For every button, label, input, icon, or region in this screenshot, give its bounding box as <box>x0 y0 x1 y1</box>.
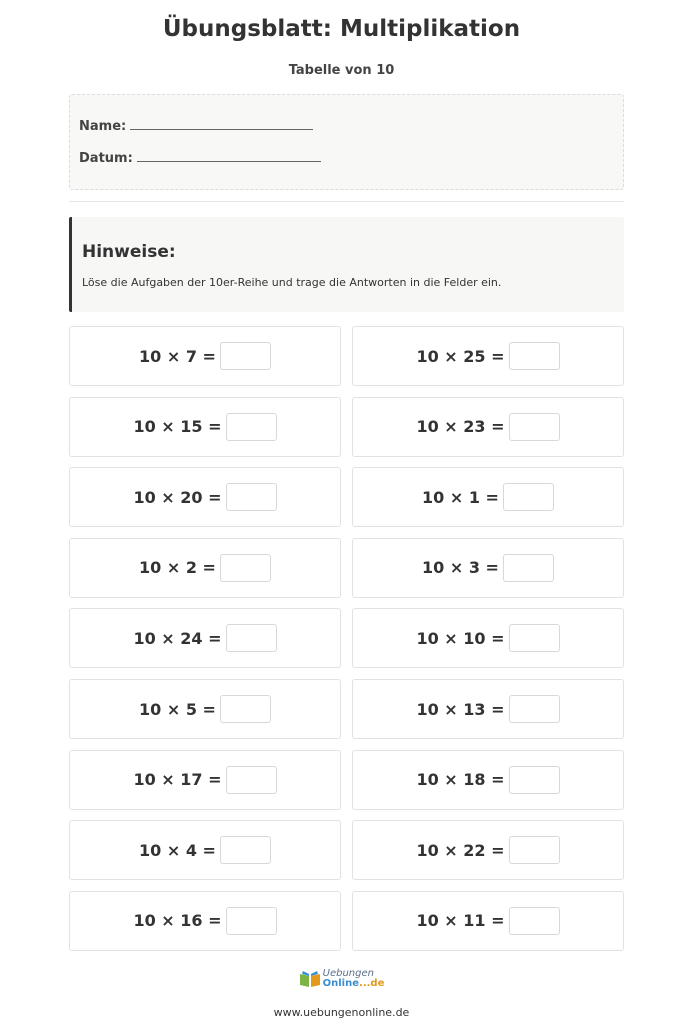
exercise-equation: 10 × 15 = <box>133 417 222 437</box>
exercise-card <box>69 679 341 739</box>
exercise-card <box>352 397 624 457</box>
logo <box>0 969 683 989</box>
answer-input[interactable] <box>226 483 277 511</box>
answer-input[interactable] <box>509 624 560 652</box>
footer-url[interactable]: www.uebungenonline.de <box>273 1006 410 1019</box>
answer-input[interactable] <box>220 342 271 370</box>
exercise-equation: 10 × 17 = <box>133 770 222 790</box>
hint-title: Hinweise: <box>82 242 176 262</box>
answer-input[interactable] <box>226 907 277 935</box>
exercise-card <box>69 750 341 810</box>
exercise-equation: 10 × 18 = <box>416 770 505 790</box>
exercise-equation: 10 × 25 = <box>416 346 505 366</box>
exercise-equation: 10 × 16 = <box>133 911 222 931</box>
exercise-equation: 10 × 13 = <box>416 699 505 719</box>
exercise-equation: 10 × 20 = <box>133 487 222 507</box>
hint-text: Löse die Aufgaben der 10er-Reihe und trage die Antworten in die Felder ein. <box>82 276 502 289</box>
page-title: Übungsblatt: Multiplikation <box>162 16 521 42</box>
exercise-card <box>69 397 341 457</box>
logo-suffix: ...de <box>359 978 385 989</box>
exercise-card <box>352 538 624 598</box>
answer-input[interactable] <box>509 907 560 935</box>
name-row <box>79 119 313 134</box>
exercise-card <box>69 891 341 951</box>
date-underline <box>137 161 321 162</box>
exercise-equation: 10 × 11 = <box>416 911 505 931</box>
exercise-equation: 10 × 10 = <box>416 628 505 648</box>
name-underline <box>130 129 313 130</box>
answer-input[interactable] <box>509 836 560 864</box>
student-info-box <box>69 94 624 190</box>
exercise-equation: 10 × 1 = <box>422 487 499 507</box>
exercise-card <box>69 820 341 880</box>
logo-line1: Uebungen <box>322 968 374 979</box>
exercise-card <box>352 326 624 386</box>
answer-input[interactable] <box>503 554 554 582</box>
answer-input[interactable] <box>226 766 277 794</box>
exercise-equation: 10 × 7 = <box>139 346 216 366</box>
answer-input[interactable] <box>220 554 271 582</box>
answer-input[interactable] <box>509 695 560 723</box>
exercise-equation: 10 × 4 = <box>139 840 216 860</box>
exercise-equation: 10 × 22 = <box>416 840 505 860</box>
exercise-card <box>352 891 624 951</box>
section-divider <box>69 201 624 202</box>
page-subtitle: Tabelle von 10 <box>288 63 395 78</box>
logo-line2: Online <box>322 978 360 989</box>
answer-input[interactable] <box>220 695 271 723</box>
exercise-equation: 10 × 5 = <box>139 699 216 719</box>
hint-box <box>69 217 624 312</box>
answer-input[interactable] <box>226 413 277 441</box>
date-row <box>79 151 321 166</box>
answer-input[interactable] <box>220 836 271 864</box>
exercise-card <box>69 538 341 598</box>
exercise-card <box>352 608 624 668</box>
date-label: Datum: <box>79 151 133 166</box>
exercise-card <box>69 608 341 668</box>
exercise-card <box>69 467 341 527</box>
exercise-card <box>352 467 624 527</box>
answer-input[interactable] <box>503 483 554 511</box>
exercise-equation: 10 × 24 = <box>133 628 222 648</box>
exercise-equation: 10 × 23 = <box>416 417 505 437</box>
exercise-card <box>69 326 341 386</box>
exercise-equation: 10 × 3 = <box>422 558 499 578</box>
exercise-equation: 10 × 2 = <box>139 558 216 578</box>
exercise-card <box>352 679 624 739</box>
answer-input[interactable] <box>509 413 560 441</box>
answer-input[interactable] <box>226 624 277 652</box>
name-label: Name: <box>79 119 127 134</box>
exercise-card <box>352 820 624 880</box>
open-book-icon <box>299 969 321 989</box>
answer-input[interactable] <box>509 342 560 370</box>
exercise-card <box>352 750 624 810</box>
answer-input[interactable] <box>509 766 560 794</box>
